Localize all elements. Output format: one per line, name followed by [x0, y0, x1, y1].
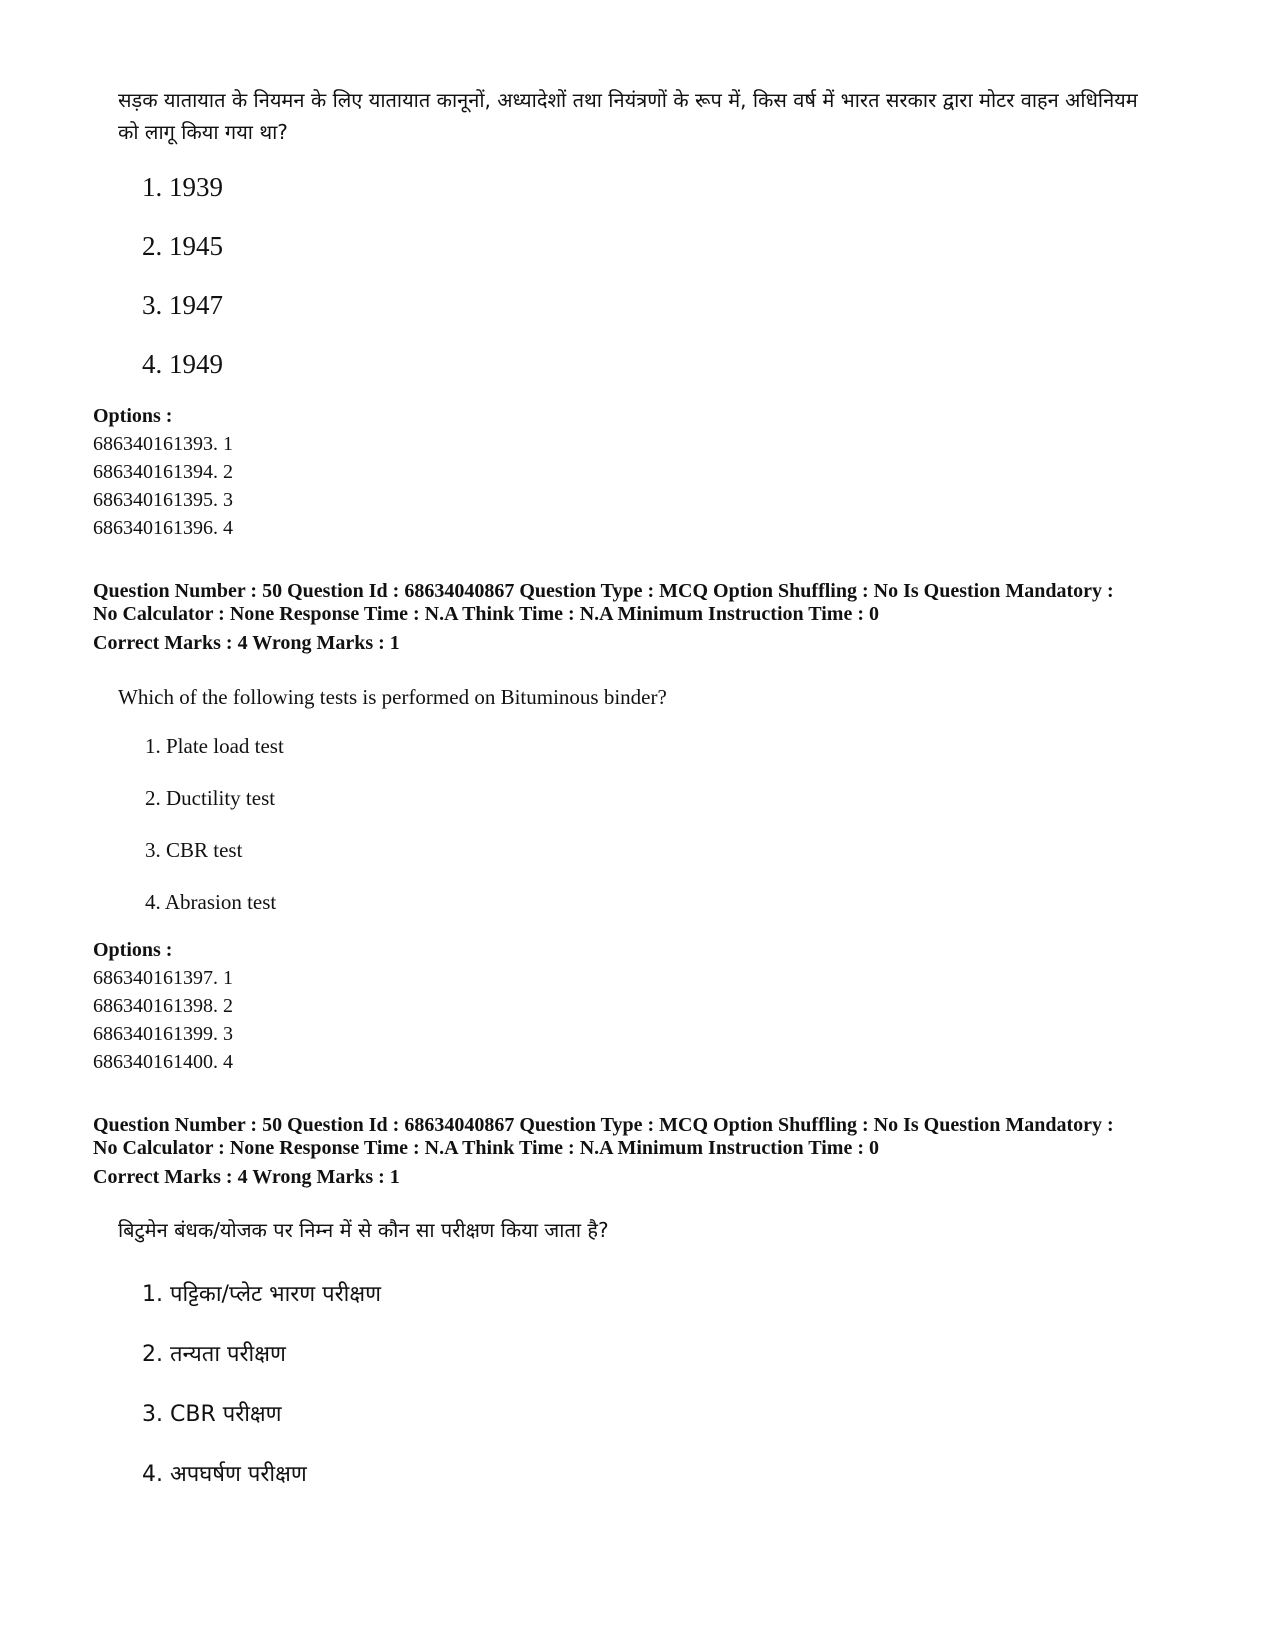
- question-text-hindi: बिटुमेन बंधक/योजक पर निम्न में से कौन सा परीक्षण किया जाता है?: [118, 1218, 609, 1242]
- question-meta: Question Number : 50 Question Id : 68634040867 Question Type : MCQ Option Shuffling : No Is Question Mandatory :: [93, 580, 1114, 602]
- option-id: 686340161399. 3: [93, 1023, 233, 1045]
- option-id: 686340161398. 2: [93, 995, 233, 1017]
- options-label: Options :: [93, 405, 173, 427]
- choice-item: 1. 1939: [142, 172, 223, 202]
- marks-info: Correct Marks : 4 Wrong Marks : 1: [93, 632, 400, 654]
- question-meta: No Calculator : None Response Time : N.A Think Time : N.A Minimum Instruction Time : 0: [93, 1137, 879, 1159]
- option-id: 686340161394. 2: [93, 461, 233, 483]
- choice-item: 4. Abrasion test: [145, 890, 277, 914]
- choice-item: 4. 1949: [142, 349, 223, 379]
- option-id: 686340161400. 4: [93, 1051, 233, 1073]
- choice-item: 1. पट्टिका/प्लेट भारण परीक्षण: [142, 1282, 382, 1307]
- option-id: 686340161395. 3: [93, 489, 233, 511]
- options-label: Options :: [93, 939, 173, 961]
- question-meta: Question Number : 50 Question Id : 68634040867 Question Type : MCQ Option Shuffling : No Is Question Mandatory :: [93, 1114, 1114, 1136]
- choice-item: 2. तन्यता परीक्षण: [142, 1342, 286, 1367]
- option-id: 686340161397. 1: [93, 967, 233, 989]
- choice-item: 4. अपघर्षण परीक्षण: [142, 1462, 307, 1487]
- choice-item: 3. 1947: [142, 290, 223, 320]
- choice-item: 3. CBR test: [145, 838, 243, 862]
- question-text: Which of the following tests is performed on Bituminous binder?: [118, 685, 667, 709]
- marks-info: Correct Marks : 4 Wrong Marks : 1: [93, 1166, 400, 1188]
- choice-item: 1. Plate load test: [145, 734, 284, 758]
- choice-item: 2. Ductility test: [145, 786, 276, 810]
- question-text-hindi: सड़क यातायात के नियमन के लिए यातायात कानूनों, अध्यादेशों तथा नियंत्रणों के रूप में, किस वर्ष में भारत सरकार द्वारा मोटर वाहन अधिनियम को लागू किया गया था?: [118, 88, 1138, 144]
- question-meta: No Calculator : None Response Time : N.A Think Time : N.A Minimum Instruction Time : 0: [93, 603, 879, 625]
- choice-item: 2. 1945: [142, 231, 223, 261]
- option-id: 686340161396. 4: [93, 517, 233, 539]
- choice-item: 3. CBR परीक्षण: [142, 1402, 282, 1427]
- option-id: 686340161393. 1: [93, 433, 233, 455]
